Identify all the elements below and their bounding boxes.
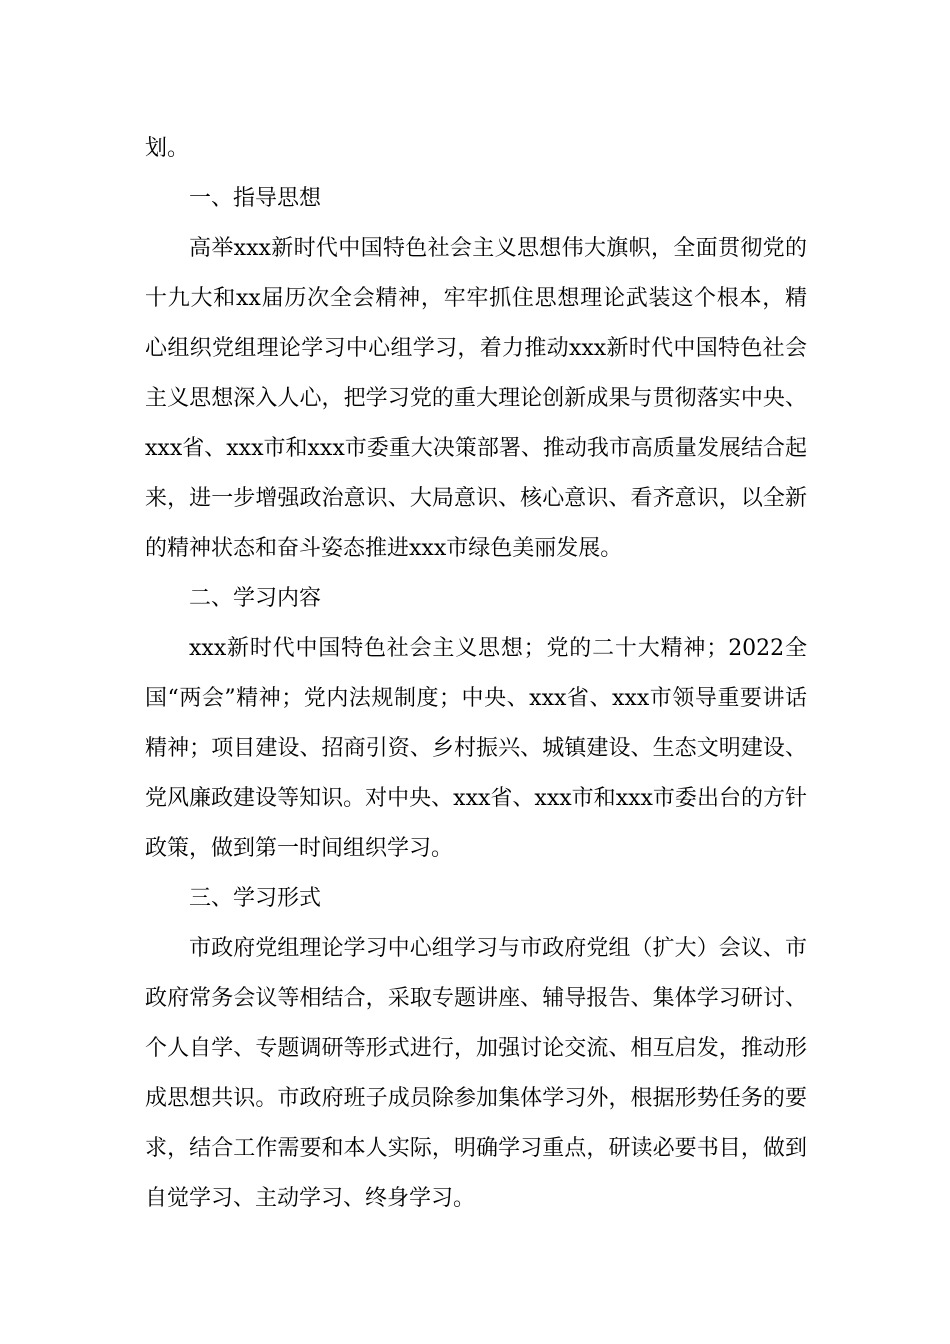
paragraph-guiding-thought: 高举xxx新时代中国特色社会主义思想伟大旗帜，全面贯彻党的十九大和xx届历次全会精神，牢牢抓住思想理论武装这个根本，精心组织党组理论学习中心组学习，着力推动xxx新时代中国特色社会主义思想深入人心，把学习党的重大理论创新成果与贯彻落实中央、xxx省、xxx市和xxx市委重大决策部署、推动我市高质量发展结合起来，进一步增强政治意识、大局意识、核心意识、看齐意识，以全新的精神状态和奋斗姿态推进xxx市绿色美丽发展。 bbox=[145, 236, 807, 561]
section-heading-study-form: 三、学习形式 bbox=[189, 886, 322, 911]
section-heading-guiding-thought: 一、指导思想 bbox=[189, 186, 322, 211]
document-body bbox=[145, 124, 807, 1224]
section-heading-study-content: 二、学习内容 bbox=[189, 586, 322, 611]
paragraph-continuation: 划。 bbox=[145, 136, 190, 161]
paragraph-study-content: xxx新时代中国特色社会主义思想；党的二十大精神；2022全国“两会”精神；党内法规制度；中央、xxx省、xxx市领导重要讲话精神；项目建设、招商引资、乡村振兴、城镇建设、生态文明建设、党风廉政建设等知识。对中央、xxx省、xxx市和xxx市委出台的方针政策，做到第一时间组织学习。 bbox=[145, 636, 807, 861]
paragraph-study-form: 市政府党组理论学习中心组学习与市政府党组（扩大）会议、市政府常务会议等相结合，采取专题讲座、辅导报告、集体学习研讨、个人自学、专题调研等形式进行，加强讨论交流、相互启发，推动形成思想共识。市政府班子成员除参加集体学习外，根据形势任务的要求，结合工作需要和本人实际，明确学习重点，研读必要书目，做到自觉学习、主动学习、终身学习。 bbox=[145, 936, 807, 1211]
